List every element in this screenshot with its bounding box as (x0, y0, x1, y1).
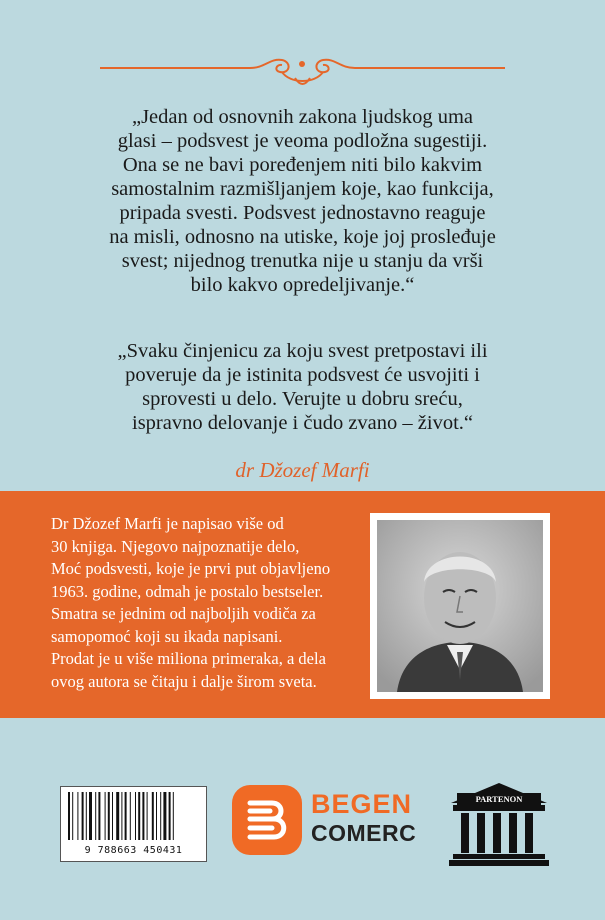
barcode-bar (112, 792, 113, 840)
barcode-bar (82, 792, 84, 840)
barcode-bar (98, 792, 100, 840)
bio-line: Moć podsvesti, koje je prvi put objavljeno (51, 559, 331, 578)
publisher-name (311, 789, 416, 847)
barcode-bar (160, 792, 161, 840)
quote-second (0, 339, 605, 435)
quote-line: Ona se ne bavi poređenjem niti bilo kakvim (122, 154, 483, 176)
quote-line: „Svaku činjenicu za koju svest pretpostavi ili (117, 340, 488, 362)
bio-line: Smatra se jednim od najboljih vodiča za (51, 604, 316, 623)
barcode-number: 9 788663 450431 (84, 845, 183, 856)
quote-line: pripada svesti. Podsvest jednostavno reaguje (119, 202, 486, 224)
barcode-bar (135, 792, 136, 840)
quote-line: ispravno delovanje i čudo zvano – život.“ (132, 412, 473, 434)
quote-line: na misli, odnosno na utiske, koje joj prosleđuje (109, 226, 496, 248)
publisher-line2: COMERC (311, 820, 417, 846)
barcode-bar (163, 792, 166, 840)
bio-line: ovog autora se čitaju i dalje širom sveta. (51, 671, 317, 691)
bio-line: 30 knjiga. Njegovo najpoznatije delo, (51, 536, 300, 556)
barcode-bar (169, 792, 171, 840)
barcode-bar (95, 792, 96, 840)
barcode-bar (68, 792, 70, 840)
bio-line: samopomoć koji su ikada napisani. (51, 626, 283, 646)
quote-line: bilo kakvo opredeljivanje.“ (190, 274, 415, 296)
barcode-bar (116, 792, 119, 840)
isbn-barcode (60, 786, 207, 862)
begen-logo-icon (232, 785, 302, 855)
barcode-bar (108, 792, 110, 840)
barcode-bar (77, 792, 78, 840)
quote-line: svest; nijednog trenutka nije u stanju da vrši (121, 250, 484, 272)
barcode-bar (105, 792, 106, 840)
barcode-bar (142, 792, 144, 840)
partenon-logo (449, 781, 549, 867)
quote-line: poveruje da je istinita podsvest će usvojiti i (125, 364, 480, 386)
quote-first (0, 105, 605, 297)
bio-line: 1963. godine, odmah je postalo bestseler. (51, 581, 324, 601)
bio-line: Dr Džozef Marfi je napisao više od (51, 514, 284, 533)
partenon-label: PARTENON (475, 794, 523, 804)
barcode-bar (86, 792, 87, 840)
quote-line: sprovesti u delo. Verujte u dobru sreću, (142, 388, 463, 410)
barcode-bar (156, 792, 157, 840)
publisher-line1: BEGEN (311, 789, 413, 819)
author-photo (370, 513, 550, 699)
decorative-ornament (100, 56, 505, 88)
author-signature: dr Džozef Marfi (235, 458, 370, 482)
barcode-bar (152, 792, 154, 840)
author-bio-band (0, 491, 605, 718)
quote-line: „Jedan od osnovnih zakona ljudskog uma (131, 106, 474, 128)
quote-line: glasi – podsvest je veoma podložna sugestiji. (117, 130, 488, 152)
barcode-bar (72, 792, 73, 840)
quote-line: samostalnim razmišljanjem koje, kao funkcija, (111, 178, 494, 200)
barcode-bar (138, 792, 140, 840)
barcode-bar (130, 792, 131, 840)
barcode-bar (147, 792, 148, 840)
barcode-bar (89, 792, 92, 840)
barcode-bar (125, 792, 127, 840)
barcode-bar (121, 792, 122, 840)
bio-line: Prodat je u više miliona primeraka, a dela (51, 649, 326, 668)
barcode-bar (173, 792, 174, 840)
author-bio-text (51, 513, 371, 693)
